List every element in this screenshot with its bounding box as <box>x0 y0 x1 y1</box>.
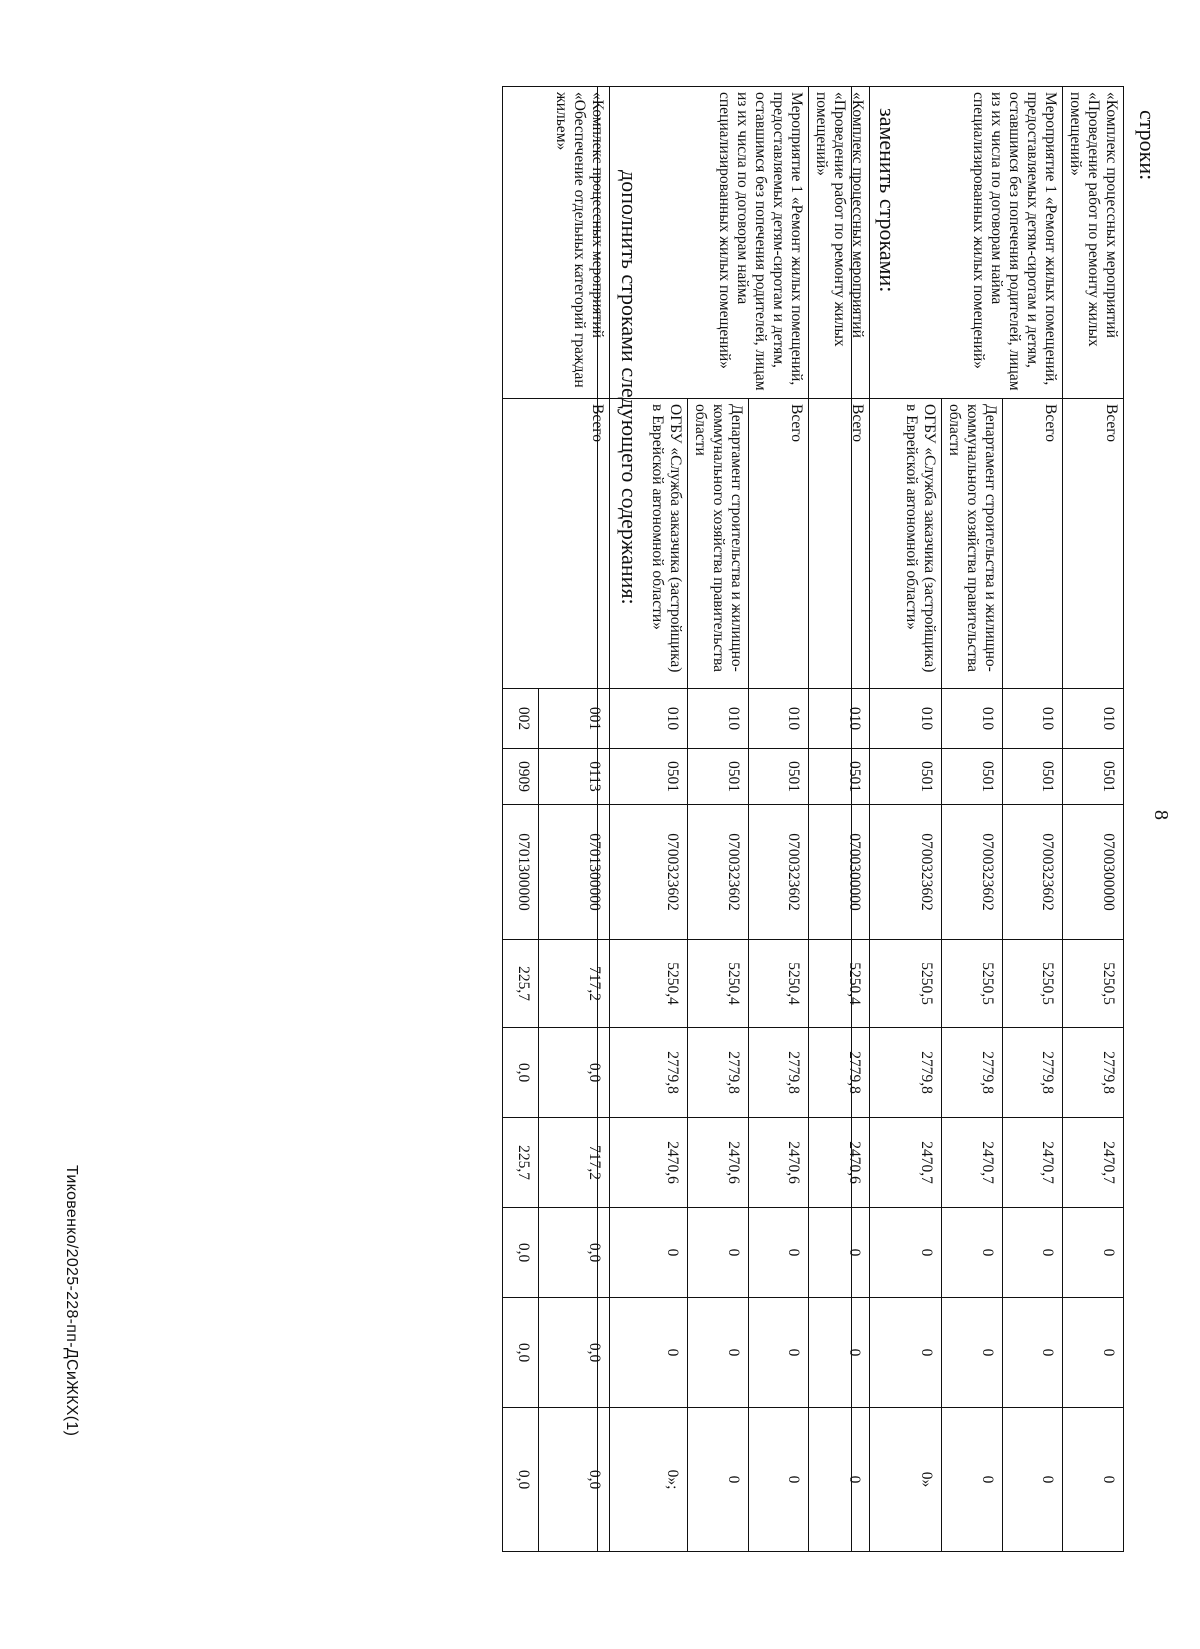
value-cell: 0700323602 <box>942 805 1003 940</box>
value-cell: 2779,8 <box>749 1028 809 1118</box>
value-cell: 717,2 <box>539 1118 610 1208</box>
value-cell: 0 <box>598 1208 688 1298</box>
value-cell: 5250,4 <box>598 940 688 1028</box>
value-cell: 002 <box>503 689 539 749</box>
value-cell: 0909 <box>503 749 539 805</box>
value-cell: 0 <box>749 1408 809 1552</box>
value-cell: 2779,8 <box>1063 1028 1124 1118</box>
row-name-cell: «Комплекс процессных мероприятий «Проведение работ по ремонту жилых помещений» <box>809 87 870 399</box>
value-cell: 2779,8 <box>598 1028 688 1118</box>
table-row <box>809 87 870 1552</box>
value-cell: 010 <box>749 689 809 749</box>
value-cell: 0 <box>942 1208 1003 1298</box>
row-name-cell: Мероприятие 1 «Ремонт жилых помещений, предоставляемых детям-сиротам и детям, оставшимся без попечения родителей, лицам из их числа по договорам найма специализированных жилых помещений» <box>598 87 809 399</box>
value-cell: 0 <box>688 1298 749 1408</box>
heading-add: дополнить строками следующего содержания: <box>617 170 642 605</box>
value-cell: 0700300000 <box>1063 805 1124 940</box>
value-cell: 5250,5 <box>852 940 942 1028</box>
value-cell: 0 <box>749 1208 809 1298</box>
value-cell: 0,0 <box>503 1298 539 1408</box>
executor-cell: Всего <box>749 399 809 689</box>
value-cell: 010 <box>688 689 749 749</box>
value-cell: 0501 <box>1003 749 1063 805</box>
value-cell: 010 <box>809 689 870 749</box>
value-cell: 0 <box>809 1408 870 1552</box>
table-row <box>1063 87 1124 1552</box>
row-name-cell: Мероприятие 1 «Ремонт жилых помещений, предоставляемых детям-сиротам и детям, оставшимся без попечения родителей, лицам из их числа по договорам найма специализированных жилых помещений» <box>852 87 1063 399</box>
value-cell: 2779,8 <box>688 1028 749 1118</box>
row-name-cell: «Комплекс процессных мероприятий «Обеспечение отдельных категорий граждан жильем» <box>503 87 610 399</box>
table-row <box>539 87 610 1552</box>
value-cell: 225,7 <box>503 1118 539 1208</box>
executor-cell: ОГБУ «Служба заказчика (застройщика) в Еврейской автономной области» <box>598 399 688 689</box>
value-cell: 0 <box>688 1208 749 1298</box>
value-cell: 0,0 <box>539 1408 610 1552</box>
value-cell: 2470,6 <box>598 1118 688 1208</box>
heading-stroki: строки: <box>1135 110 1160 181</box>
value-cell: 0501 <box>749 749 809 805</box>
value-cell: 0700323602 <box>749 805 809 940</box>
row-name-cell: «Комплекс процессных мероприятий «Проведение работ по ремонту жилых помещений» <box>1063 87 1124 399</box>
value-cell: 0700323602 <box>1003 805 1063 940</box>
value-cell: 0» <box>852 1408 942 1552</box>
value-cell: 001 <box>539 689 610 749</box>
value-cell: 5250,4 <box>809 940 870 1028</box>
executor-cell: ОГБУ «Служба заказчика (застройщика) в Еврейской автономной области» <box>852 399 942 689</box>
value-cell: 2470,6 <box>749 1118 809 1208</box>
value-cell: 2470,7 <box>942 1118 1003 1208</box>
value-cell: 2470,7 <box>852 1118 942 1208</box>
value-cell: 2779,8 <box>1003 1028 1063 1118</box>
value-cell: 0»; <box>598 1408 688 1552</box>
value-cell: 0501 <box>688 749 749 805</box>
value-cell: 0 <box>1003 1408 1063 1552</box>
value-cell: 0501 <box>1063 749 1124 805</box>
value-cell: 2470,6 <box>688 1118 749 1208</box>
value-cell: 2779,8 <box>942 1028 1003 1118</box>
executor-cell: Всего <box>1003 399 1063 689</box>
value-cell: 0,0 <box>539 1028 610 1118</box>
value-cell: 717,2 <box>539 940 610 1028</box>
value-cell: 0 <box>1063 1298 1124 1408</box>
value-cell: 0 <box>1063 1208 1124 1298</box>
value-cell: 0501 <box>942 749 1003 805</box>
value-cell: 2779,8 <box>852 1028 942 1118</box>
value-cell: 0,0 <box>539 1298 610 1408</box>
executor-cell: Департамент строительства и жилищно-коммунального хозяйства правительства области <box>942 399 1003 689</box>
value-cell: 0 <box>852 1208 942 1298</box>
value-cell: 2470,7 <box>1003 1118 1063 1208</box>
value-cell: 0 <box>942 1408 1003 1552</box>
value-cell: 010 <box>942 689 1003 749</box>
value-cell: 5250,4 <box>688 940 749 1028</box>
value-cell: 2779,8 <box>809 1028 870 1118</box>
value-cell: 0501 <box>598 749 688 805</box>
table-row <box>749 87 809 1552</box>
document-footer: Тиковенко/2025-228-пп-ДСиЖКХ(1) <box>63 1165 80 1437</box>
value-cell: 0,0 <box>503 1208 539 1298</box>
executor-cell: Всего <box>1063 399 1124 689</box>
value-cell: 2470,6 <box>809 1118 870 1208</box>
value-cell: 0 <box>598 1298 688 1408</box>
value-cell: 010 <box>852 689 942 749</box>
value-cell: 0 <box>942 1298 1003 1408</box>
value-cell: 0 <box>1003 1298 1063 1408</box>
value-cell: 5250,4 <box>749 940 809 1028</box>
value-cell: 0 <box>852 1298 942 1408</box>
value-cell: 5250,5 <box>1063 940 1124 1028</box>
value-cell: 0 <box>688 1408 749 1552</box>
value-cell: 0701300000 <box>503 805 539 940</box>
value-cell: 5250,5 <box>1003 940 1063 1028</box>
value-cell: 0700323602 <box>852 805 942 940</box>
value-cell: 0,0 <box>539 1208 610 1298</box>
value-cell: 0700323602 <box>598 805 688 940</box>
table-original-rows <box>851 86 1124 1552</box>
value-cell: 2470,7 <box>1063 1118 1124 1208</box>
value-cell: 0 <box>1003 1208 1063 1298</box>
value-cell: 0700323602 <box>688 805 749 940</box>
executor-cell: Департамент строительства и жилищно-коммунального хозяйства правительства области <box>688 399 749 689</box>
value-cell: 5250,5 <box>942 940 1003 1028</box>
table-row <box>1003 87 1063 1552</box>
value-cell: 0 <box>809 1208 870 1298</box>
value-cell: 010 <box>598 689 688 749</box>
value-cell: 0113 <box>539 749 610 805</box>
value-cell: 0501 <box>809 749 870 805</box>
value-cell: 225,7 <box>503 940 539 1028</box>
value-cell: 0701300000 <box>539 805 610 940</box>
value-cell: 0,0 <box>503 1028 539 1118</box>
heading-replace: заменить строками: <box>875 108 900 293</box>
table-added-rows <box>502 86 610 1552</box>
value-cell: 0,0 <box>503 1408 539 1552</box>
value-cell: 0 <box>1063 1408 1124 1552</box>
page-number: 8 <box>1150 810 1172 820</box>
executor-cell: Всего <box>809 399 870 689</box>
value-cell: 0700300000 <box>809 805 870 940</box>
value-cell: 0 <box>809 1298 870 1408</box>
value-cell: 0501 <box>852 749 942 805</box>
value-cell: 0 <box>749 1298 809 1408</box>
value-cell: 010 <box>1003 689 1063 749</box>
value-cell: 010 <box>1063 689 1124 749</box>
executor-cell: Всего <box>503 399 610 689</box>
